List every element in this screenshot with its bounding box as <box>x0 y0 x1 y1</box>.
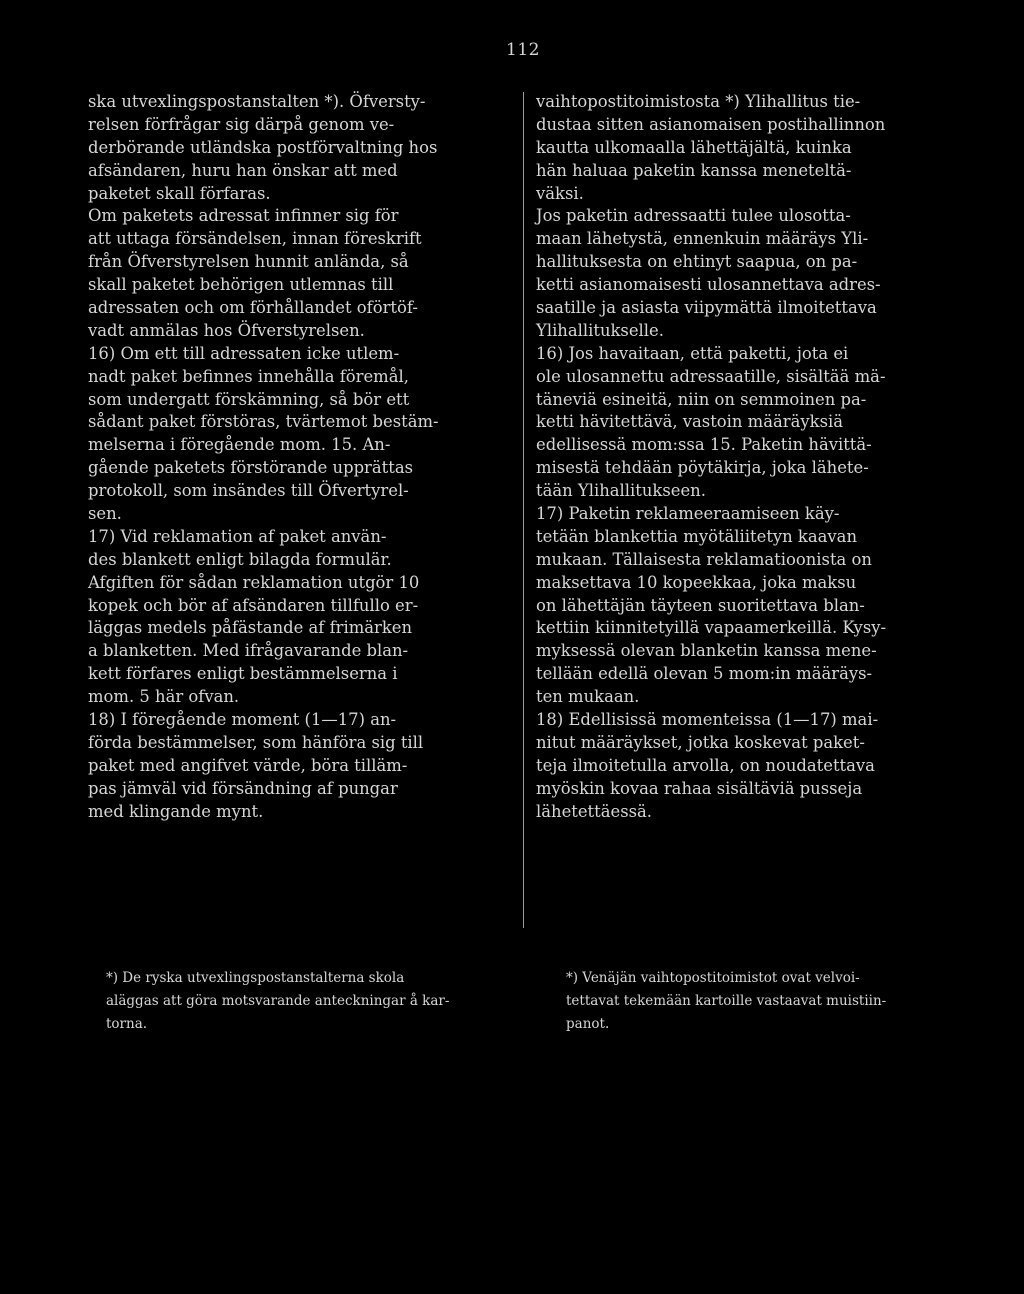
text-line: teja ilmoitetulla arvolla, on noudatettava <box>536 755 875 775</box>
text-line: som undergatt förskämning, så bör ett <box>88 389 410 409</box>
text-line: relsen förfrågar sig därpå genom ve- <box>88 114 395 134</box>
text-line: maksettava 10 kopeekkaa, joka maksu <box>536 572 857 592</box>
text-line: skall paketet behörigen utlemnas till <box>88 275 394 295</box>
text-line: Afgiften för sådan reklamation utgör 10 <box>88 572 420 592</box>
text-line: 16) Jos havaitaan, että paketti, jota ei <box>536 343 849 363</box>
text-line: mom. 5 här ofvan. <box>88 687 240 707</box>
text-line: on lähettäjän täyteen suoritettava blan- <box>536 595 865 615</box>
text-line: a blanketten. Med ifrågavarande blan- <box>88 641 409 661</box>
text-line: Ylihallitukselle. <box>536 320 664 340</box>
text-line: 16) Om ett till adressaten icke utlem- <box>88 343 400 363</box>
footnote-finnish <box>566 969 958 1038</box>
text-line: paketet skall förfaras. <box>88 183 271 203</box>
text-line: kopek och bör af afsändaren tillfullo er- <box>88 595 419 615</box>
text-line: pas jämväl vid försändning af pungar <box>88 778 398 798</box>
text-line: Om paketets adressat infinner sig för <box>88 206 399 226</box>
text-line: läggas medels påfästande af frimärken <box>88 618 413 638</box>
text-line: gående paketets förstörande upprättas <box>88 458 414 478</box>
text-line: att uttaga försändelsen, innan föreskrift <box>88 229 422 249</box>
text-line: väksi. <box>536 183 584 203</box>
text-line: vaihtopostitoimistosta *) Ylihallitus tie- <box>536 92 861 111</box>
text-line: med klingande mynt. <box>88 801 264 821</box>
text-line: lähetettäessä. <box>536 801 653 821</box>
text-line: dustaa sitten asianomaisen postihallinnon <box>536 114 886 134</box>
footnote-line: *) Venäjän vaihtopostitoimistot ovat velvoi- <box>566 970 860 986</box>
finnish-text-column <box>536 91 950 824</box>
text-line: förda bestämmelser, som hänföra sig till <box>88 732 424 752</box>
text-line: ketti asianomaisesti ulosannettava adres- <box>536 275 881 295</box>
text-line: 18) I föregående moment (1—17) an- <box>88 710 397 730</box>
footnote-line: *) De ryska utvexlingspostanstalterna skola <box>106 970 405 986</box>
footnote-line: aläggas att göra motsvarande anteckningar å kar- <box>106 992 450 1009</box>
footnote-line: tettavat tekemään kartoille vastaavat muistiin- <box>566 992 887 1009</box>
footnote-line: panot. <box>566 1015 610 1032</box>
text-line: hallituksesta on ehtinyt saapua, on pa- <box>536 252 858 272</box>
text-line: maan lähetystä, ennenkuin määräys Yli- <box>536 229 869 249</box>
text-line: edellisessä mom:ssa 15. Paketin hävittä- <box>536 435 872 455</box>
text-line: sådant paket förstöras, tvärtemot bestäm- <box>88 412 439 432</box>
text-line: sen. <box>88 504 122 524</box>
text-line: myksessä olevan blanketin kanssa mene- <box>536 641 877 661</box>
text-line: hän haluaa paketin kanssa meneteltä- <box>536 160 852 180</box>
text-line: från Öfverstyrelsen hunnit anlända, så <box>88 252 409 272</box>
text-line: 18) Edellisissä momenteissa (1—17) mai- <box>536 710 879 730</box>
text-line: 17) Vid reklamation af paket använ- <box>88 526 387 546</box>
text-line: ska utvexlingspostanstalten *). Öfversty- <box>88 92 426 111</box>
text-line: des blankett enligt bilagda formulär. <box>88 549 392 569</box>
page-number: 112 <box>506 40 540 60</box>
footnote-swedish <box>106 969 512 1038</box>
text-line: tetään blankettia myötäliitetyn kaavan <box>536 526 857 546</box>
text-line: adressaten och om förhållandet oförtöf- <box>88 298 418 318</box>
text-line: saatille ja asiasta viipymättä ilmoitettava <box>536 298 877 318</box>
text-line: kettiin kiinnitetyillä vapaamerkeillä. Kysy- <box>536 618 887 638</box>
swedish-text-column <box>88 91 512 824</box>
text-line: derbörande utländska postförvaltning hos <box>88 137 438 157</box>
text-line: 17) Paketin reklameeraamiseen käy- <box>536 504 840 524</box>
text-line: paket med angifvet värde, böra tilläm- <box>88 755 408 775</box>
text-line: mukaan. Tällaisesta reklamatioonista on <box>536 549 872 569</box>
text-line: ten mukaan. <box>536 687 640 707</box>
text-line: Jos paketin adressaatti tulee ulosotta- <box>536 206 851 226</box>
text-line: täneviä esineitä, niin on semmoinen pa- <box>536 389 867 409</box>
text-line: melserna i föregående mom. 15. An- <box>88 435 391 455</box>
text-line: vadt anmälas hos Öfverstyrelsen. <box>88 320 365 340</box>
text-line: myöskin kovaa rahaa sisältäviä pusseja <box>536 778 863 798</box>
text-line: tään Ylihallitukseen. <box>536 481 706 501</box>
text-line: afsändaren, huru han önskar att med <box>88 160 398 180</box>
footnote-line: torna. <box>106 1015 148 1032</box>
text-line: kautta ulkomaalla lähettäjältä, kuinka <box>536 137 852 157</box>
text-line: nitut määräykset, jotka koskevat paket- <box>536 732 865 752</box>
column-divider <box>523 92 524 928</box>
text-line: tellään edellä olevan 5 mom:in määräys- <box>536 664 873 684</box>
text-line: ketti hävitettävä, vastoin määräyksiä <box>536 412 843 432</box>
text-line: protokoll, som insändes till Öfvertyrel- <box>88 481 409 501</box>
text-line: misestä tehdään pöytäkirja, joka lähete- <box>536 458 869 478</box>
text-line: kett förfares enligt bestämmelserna i <box>88 664 398 684</box>
text-line: ole ulosannettu adressaatille, sisältää mä- <box>536 366 886 386</box>
text-line: nadt paket befinnes innehålla föremål, <box>88 366 409 386</box>
